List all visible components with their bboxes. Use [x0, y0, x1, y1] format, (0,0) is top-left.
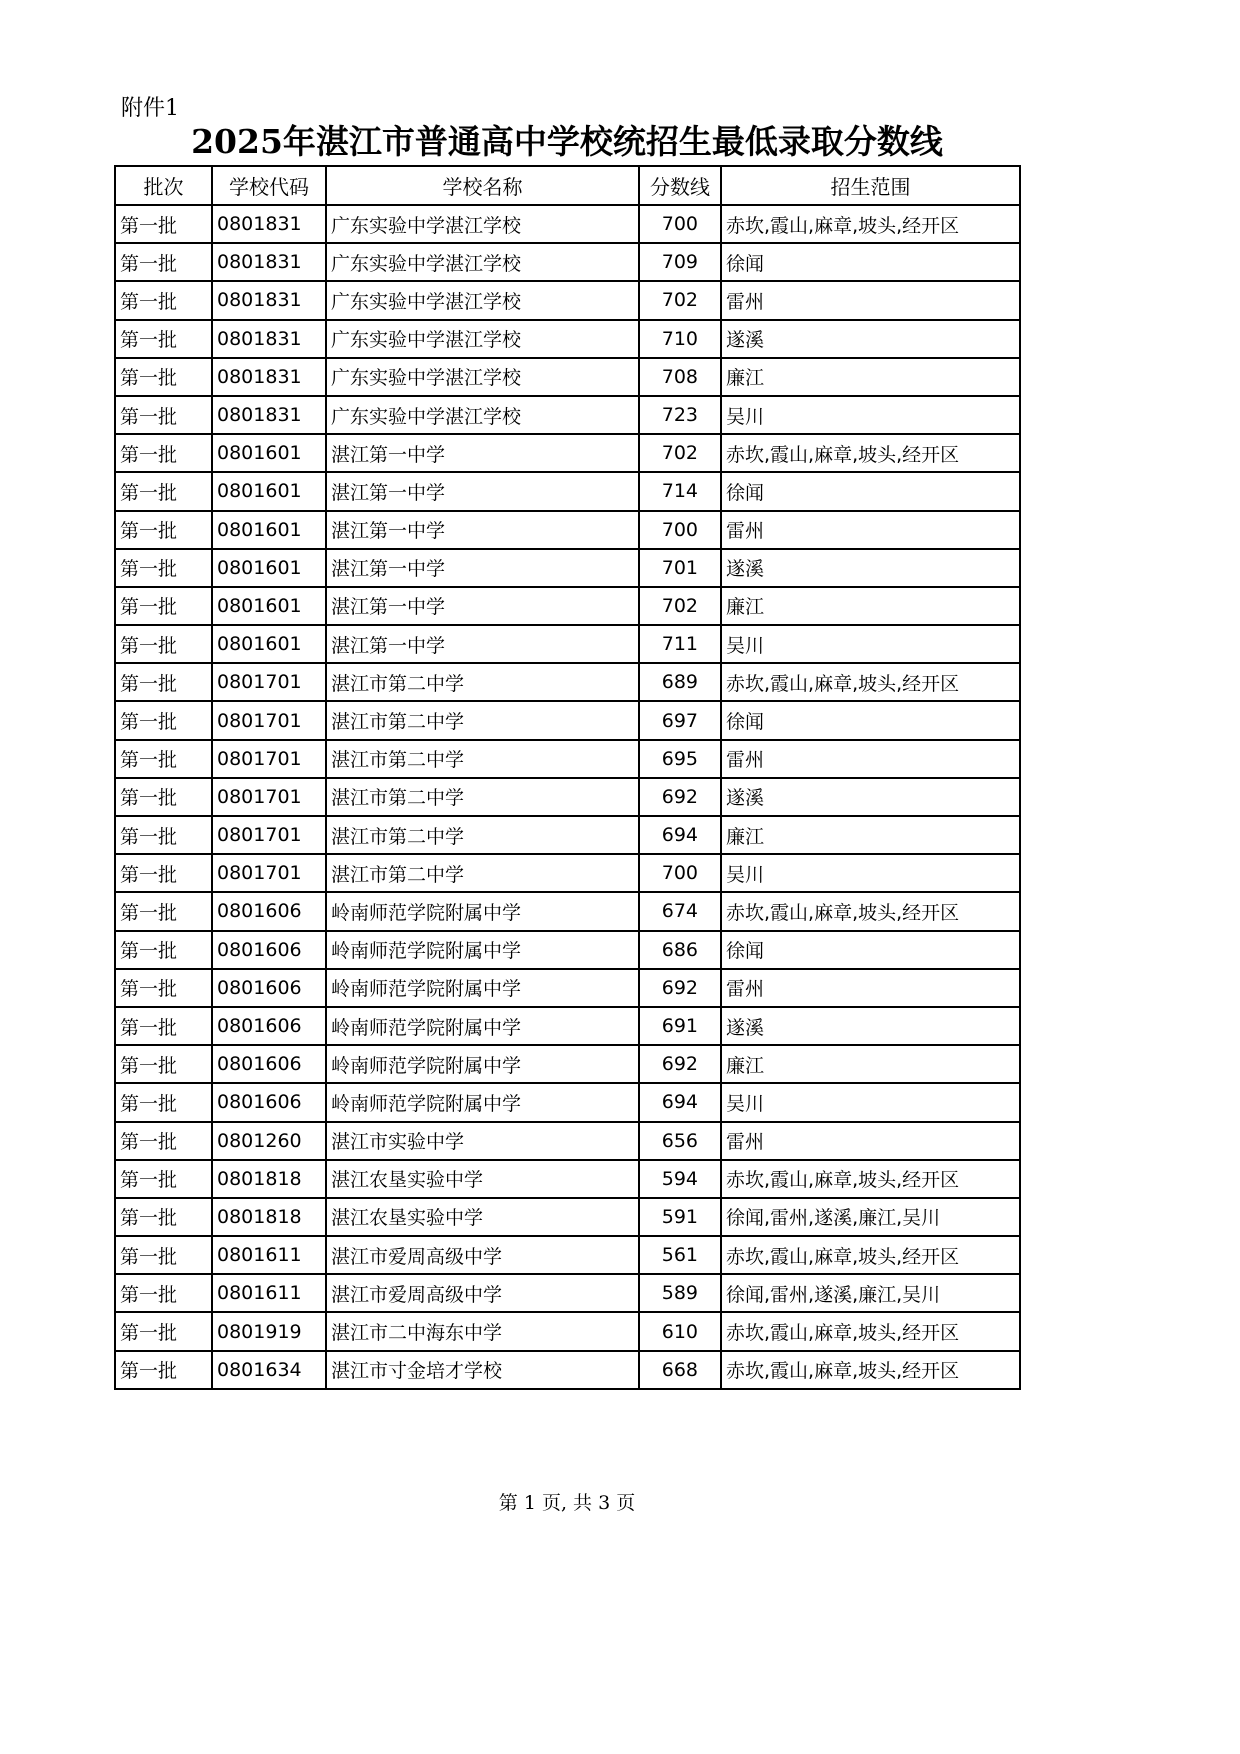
cell-batch: 第一批: [115, 434, 212, 472]
table-row: [115, 1045, 1020, 1083]
cell-enrollment-area: 吴川: [721, 1083, 1020, 1121]
table-row: [115, 396, 1020, 434]
cell-batch: 第一批: [115, 892, 212, 930]
cell-school-name: 广东实验中学湛江学校: [326, 320, 639, 358]
header-enrollment-area: 招生范围: [721, 166, 1020, 205]
cell-school-name: 湛江第一中学: [326, 511, 639, 549]
cell-enrollment-area: 徐闻,雷州,遂溪,廉江,吴川: [721, 1274, 1020, 1312]
cell-batch: 第一批: [115, 1351, 212, 1389]
cell-enrollment-area: 吴川: [721, 396, 1020, 434]
table-row: [115, 1160, 1020, 1198]
table-row: [115, 1351, 1020, 1389]
cell-score: 723: [639, 396, 721, 434]
cell-school-name: 湛江农垦实验中学: [326, 1160, 639, 1198]
table-row: [115, 1236, 1020, 1274]
cell-score: 695: [639, 740, 721, 778]
cell-school-name: 湛江农垦实验中学: [326, 1198, 639, 1236]
cell-enrollment-area: 赤坎,霞山,麻章,坡头,经开区: [721, 1160, 1020, 1198]
table-row: [115, 472, 1020, 510]
cell-school-code: 0801701: [212, 778, 326, 816]
cell-enrollment-area: 雷州: [721, 511, 1020, 549]
table-row: [115, 969, 1020, 1007]
cell-batch: 第一批: [115, 1274, 212, 1312]
cell-score: 561: [639, 1236, 721, 1274]
header-school-name: 学校名称: [326, 166, 639, 205]
cell-school-name: 广东实验中学湛江学校: [326, 243, 639, 281]
cell-enrollment-area: 吴川: [721, 854, 1020, 892]
cell-school-code: 0801831: [212, 243, 326, 281]
cell-enrollment-area: 廉江: [721, 1045, 1020, 1083]
cell-school-code: 0801701: [212, 816, 326, 854]
cell-school-code: 0801260: [212, 1122, 326, 1160]
table-header-row: [115, 166, 1020, 205]
cell-enrollment-area: 赤坎,霞山,麻章,坡头,经开区: [721, 892, 1020, 930]
cell-school-code: 0801601: [212, 587, 326, 625]
cell-batch: 第一批: [115, 1007, 212, 1045]
cell-batch: 第一批: [115, 1312, 212, 1350]
cell-enrollment-area: 廉江: [721, 587, 1020, 625]
cell-score: 689: [639, 663, 721, 701]
cell-school-code: 0801606: [212, 1007, 326, 1045]
cell-school-code: 0801611: [212, 1236, 326, 1274]
cell-score: 674: [639, 892, 721, 930]
cell-score: 711: [639, 625, 721, 663]
cell-school-code: 0801701: [212, 740, 326, 778]
cell-batch: 第一批: [115, 701, 212, 739]
cell-score: 610: [639, 1312, 721, 1350]
table-row: [115, 511, 1020, 549]
attachment-label: 附件1: [121, 96, 179, 121]
table-row: [115, 358, 1020, 396]
cell-batch: 第一批: [115, 854, 212, 892]
cell-batch: 第一批: [115, 1083, 212, 1121]
cell-school-code: 0801601: [212, 549, 326, 587]
cell-school-code: 0801701: [212, 854, 326, 892]
cell-enrollment-area: 雷州: [721, 1122, 1020, 1160]
cell-enrollment-area: 廉江: [721, 816, 1020, 854]
cell-school-code: 0801606: [212, 1045, 326, 1083]
table-row: [115, 1122, 1020, 1160]
cell-school-name: 广东实验中学湛江学校: [326, 358, 639, 396]
cell-school-name: 湛江第一中学: [326, 472, 639, 510]
cell-batch: 第一批: [115, 511, 212, 549]
cell-school-code: 0801701: [212, 663, 326, 701]
cell-school-name: 湛江市实验中学: [326, 1122, 639, 1160]
cell-batch: 第一批: [115, 1122, 212, 1160]
table-row: [115, 663, 1020, 701]
cell-score: 708: [639, 358, 721, 396]
cell-score: 697: [639, 701, 721, 739]
table-row: [115, 320, 1020, 358]
cell-batch: 第一批: [115, 205, 212, 243]
cell-school-code: 0801634: [212, 1351, 326, 1389]
cell-batch: 第一批: [115, 625, 212, 663]
cell-school-name: 湛江第一中学: [326, 549, 639, 587]
cell-school-name: 广东实验中学湛江学校: [326, 396, 639, 434]
table-row: [115, 816, 1020, 854]
cell-score: 700: [639, 511, 721, 549]
cell-school-code: 0801601: [212, 434, 326, 472]
cell-school-code: 0801606: [212, 969, 326, 1007]
cell-school-code: 0801601: [212, 625, 326, 663]
cell-score: 692: [639, 1045, 721, 1083]
cell-enrollment-area: 徐闻: [721, 472, 1020, 510]
cell-score: 694: [639, 816, 721, 854]
cell-enrollment-area: 赤坎,霞山,麻章,坡头,经开区: [721, 1312, 1020, 1350]
table-row: [115, 1312, 1020, 1350]
cell-batch: 第一批: [115, 587, 212, 625]
cell-enrollment-area: 赤坎,霞山,麻章,坡头,经开区: [721, 1351, 1020, 1389]
cell-school-name: 岭南师范学院附属中学: [326, 1083, 639, 1121]
cell-enrollment-area: 徐闻: [721, 243, 1020, 281]
table-row: [115, 549, 1020, 587]
cell-school-code: 0801611: [212, 1274, 326, 1312]
cell-enrollment-area: 雷州: [721, 281, 1020, 319]
cell-enrollment-area: 赤坎,霞山,麻章,坡头,经开区: [721, 205, 1020, 243]
cell-enrollment-area: 遂溪: [721, 1007, 1020, 1045]
cell-batch: 第一批: [115, 396, 212, 434]
cell-school-name: 岭南师范学院附属中学: [326, 1045, 639, 1083]
cell-school-name: 广东实验中学湛江学校: [326, 281, 639, 319]
cell-school-name: 湛江第一中学: [326, 587, 639, 625]
cell-school-code: 0801831: [212, 205, 326, 243]
cell-batch: 第一批: [115, 358, 212, 396]
cell-score: 656: [639, 1122, 721, 1160]
table-row: [115, 1083, 1020, 1121]
cell-score: 594: [639, 1160, 721, 1198]
table-row: [115, 740, 1020, 778]
cell-score: 591: [639, 1198, 721, 1236]
cell-school-code: 0801831: [212, 396, 326, 434]
cell-score: 691: [639, 1007, 721, 1045]
table-row: [115, 892, 1020, 930]
cell-school-name: 岭南师范学院附属中学: [326, 1007, 639, 1045]
cell-school-code: 0801831: [212, 281, 326, 319]
cell-enrollment-area: 徐闻,雷州,遂溪,廉江,吴川: [721, 1198, 1020, 1236]
cell-score: 700: [639, 854, 721, 892]
cell-score: 702: [639, 281, 721, 319]
header-score: 分数线: [639, 166, 721, 205]
cell-school-name: 广东实验中学湛江学校: [326, 205, 639, 243]
cell-school-name: 湛江市爱周高级中学: [326, 1236, 639, 1274]
table-row: [115, 1198, 1020, 1236]
cell-enrollment-area: 廉江: [721, 358, 1020, 396]
page-footer: 第 1 页, 共 3 页: [498, 1492, 636, 1514]
table-row: [115, 587, 1020, 625]
admission-score-table: [114, 165, 1021, 1390]
cell-batch: 第一批: [115, 1198, 212, 1236]
cell-enrollment-area: 雷州: [721, 740, 1020, 778]
cell-enrollment-area: 遂溪: [721, 320, 1020, 358]
cell-school-code: 0801831: [212, 358, 326, 396]
header-batch: 批次: [115, 166, 212, 205]
cell-enrollment-area: 徐闻: [721, 701, 1020, 739]
cell-school-name: 湛江市二中海东中学: [326, 1312, 639, 1350]
table-row: [115, 205, 1020, 243]
cell-school-code: 0801818: [212, 1198, 326, 1236]
table-row: [115, 854, 1020, 892]
cell-enrollment-area: 赤坎,霞山,麻章,坡头,经开区: [721, 1236, 1020, 1274]
cell-batch: 第一批: [115, 1045, 212, 1083]
cell-batch: 第一批: [115, 281, 212, 319]
header-school-code: 学校代码: [212, 166, 326, 205]
table-row: [115, 1007, 1020, 1045]
cell-batch: 第一批: [115, 549, 212, 587]
cell-score: 589: [639, 1274, 721, 1312]
cell-school-name: 湛江市第二中学: [326, 740, 639, 778]
cell-school-code: 0801606: [212, 931, 326, 969]
cell-batch: 第一批: [115, 243, 212, 281]
cell-batch: 第一批: [115, 320, 212, 358]
cell-school-name: 湛江市第二中学: [326, 663, 639, 701]
cell-enrollment-area: 遂溪: [721, 549, 1020, 587]
cell-school-name: 湛江市寸金培才学校: [326, 1351, 639, 1389]
table-row: [115, 434, 1020, 472]
table-row: [115, 778, 1020, 816]
cell-batch: 第一批: [115, 1160, 212, 1198]
cell-score: 710: [639, 320, 721, 358]
cell-enrollment-area: 雷州: [721, 969, 1020, 1007]
cell-school-name: 湛江市第二中学: [326, 816, 639, 854]
cell-score: 714: [639, 472, 721, 510]
table-row: [115, 625, 1020, 663]
cell-enrollment-area: 徐闻: [721, 931, 1020, 969]
cell-batch: 第一批: [115, 931, 212, 969]
cell-school-code: 0801601: [212, 511, 326, 549]
cell-score: 692: [639, 778, 721, 816]
cell-school-name: 湛江市第二中学: [326, 701, 639, 739]
cell-school-code: 0801818: [212, 1160, 326, 1198]
cell-enrollment-area: 赤坎,霞山,麻章,坡头,经开区: [721, 434, 1020, 472]
cell-school-name: 岭南师范学院附属中学: [326, 969, 639, 1007]
table-row: [115, 243, 1020, 281]
cell-batch: 第一批: [115, 778, 212, 816]
cell-school-name: 湛江市第二中学: [326, 854, 639, 892]
cell-batch: 第一批: [115, 816, 212, 854]
table-row: [115, 281, 1020, 319]
cell-school-name: 湛江市爱周高级中学: [326, 1274, 639, 1312]
table-row: [115, 1274, 1020, 1312]
cell-score: 668: [639, 1351, 721, 1389]
cell-batch: 第一批: [115, 663, 212, 701]
table-row: [115, 701, 1020, 739]
cell-school-code: 0801601: [212, 472, 326, 510]
cell-school-name: 岭南师范学院附属中学: [326, 931, 639, 969]
cell-enrollment-area: 赤坎,霞山,麻章,坡头,经开区: [721, 663, 1020, 701]
cell-batch: 第一批: [115, 472, 212, 510]
cell-score: 700: [639, 205, 721, 243]
cell-school-name: 湛江市第二中学: [326, 778, 639, 816]
cell-school-code: 0801919: [212, 1312, 326, 1350]
cell-score: 702: [639, 587, 721, 625]
cell-score: 694: [639, 1083, 721, 1121]
cell-enrollment-area: 吴川: [721, 625, 1020, 663]
cell-school-code: 0801701: [212, 701, 326, 739]
cell-school-code: 0801606: [212, 892, 326, 930]
cell-score: 702: [639, 434, 721, 472]
cell-batch: 第一批: [115, 969, 212, 1007]
cell-batch: 第一批: [115, 740, 212, 778]
cell-enrollment-area: 遂溪: [721, 778, 1020, 816]
table-row: [115, 931, 1020, 969]
cell-school-code: 0801606: [212, 1083, 326, 1121]
cell-school-name: 湛江第一中学: [326, 625, 639, 663]
cell-school-name: 湛江第一中学: [326, 434, 639, 472]
cell-score: 692: [639, 969, 721, 1007]
cell-school-code: 0801831: [212, 320, 326, 358]
cell-batch: 第一批: [115, 1236, 212, 1274]
document-title: 2025年湛江市普通高中学校统招生最低录取分数线: [191, 122, 943, 161]
cell-score: 701: [639, 549, 721, 587]
cell-school-name: 岭南师范学院附属中学: [326, 892, 639, 930]
cell-score: 709: [639, 243, 721, 281]
cell-score: 686: [639, 931, 721, 969]
